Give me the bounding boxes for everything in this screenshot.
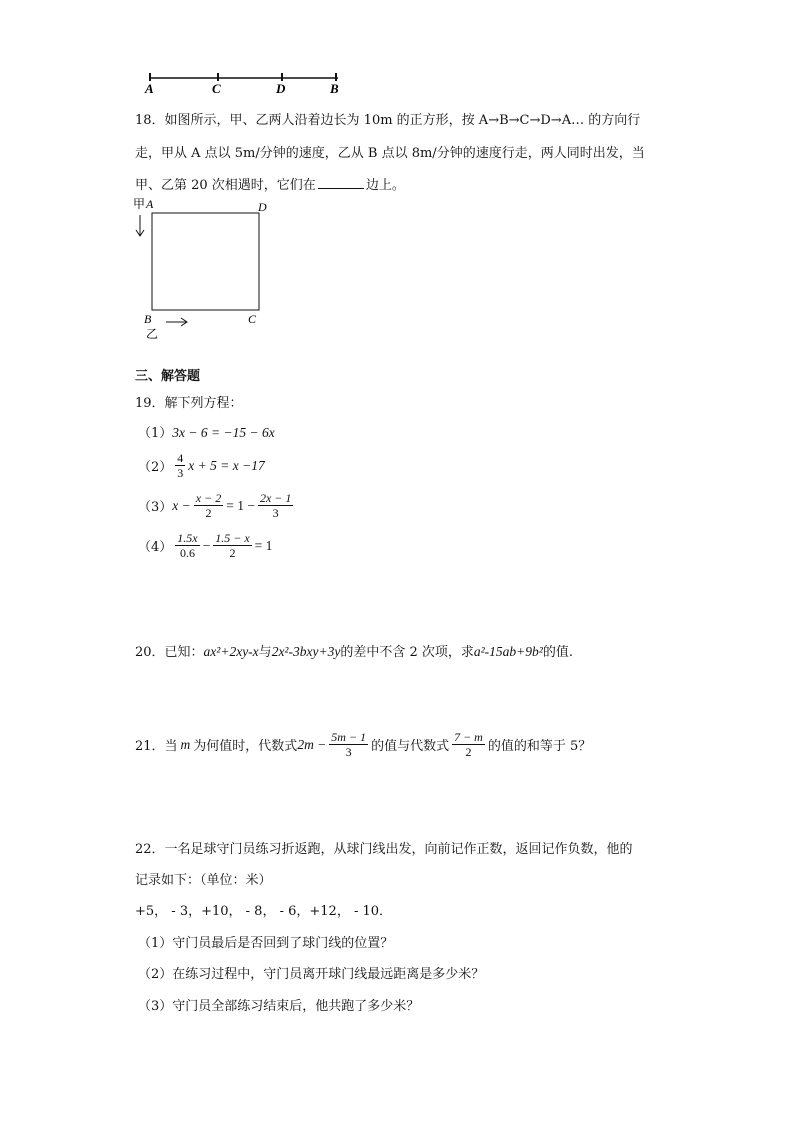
q19-p3-fraction1: $\frac{x - 2}{2}$ (195, 491, 222, 520)
q22-part1: （1）守门员最后是否回到了球门线的位置？ (138, 936, 394, 951)
vertex-a: A (146, 197, 154, 211)
vertex-d: D (258, 200, 267, 214)
q18-line3-before: 甲、乙第 20 次相遇时，它们在 (135, 178, 316, 193)
q21-e1-a: 2m − (297, 736, 327, 752)
q21-prefix: 21．当 (135, 739, 178, 754)
q21 (135, 730, 591, 759)
q19-part3 (138, 491, 296, 520)
q20-mid1: 与 (258, 645, 272, 660)
q20-expr3: a²-15ab+9b² (473, 644, 543, 659)
q19-p3-b: = 1 − (226, 497, 255, 513)
q19-part4 (138, 531, 272, 560)
q20-mid2: 的差中不含 2 次项，求 (340, 645, 474, 660)
q21-mid2: 的值与代数式 (371, 739, 450, 754)
q19-p3-fraction2: $\frac{2x - 1}{3}$ (259, 491, 292, 520)
label-jia: 甲 (133, 197, 146, 211)
number-line-figure (140, 68, 350, 98)
point-label-b: B (330, 81, 339, 96)
q18-line2: 走，甲从 A 点以 5m/分钟的速度，乙从 B 点以 8m/分钟的速度行走，两人同时出发，当 (135, 146, 645, 161)
q18-line3 (135, 174, 405, 193)
q19-part1 (138, 422, 275, 441)
q21-suffix: 的值的和等于 5？ (487, 739, 592, 754)
q22-part2: （2）在练习过程中，守门员离开球门线最远距离是多少米？ (138, 967, 485, 982)
point-label-d: D (276, 81, 286, 96)
q19-p1-label: （1） (138, 426, 173, 441)
q20-prefix: 20．已知： (135, 645, 204, 660)
q19-p2-label: （2） (138, 460, 173, 475)
q20-expr1: ax²+2xy-x (203, 644, 259, 659)
q22-line3: +5， - 3，+10， - 8， - 6，+12， - 10． (135, 904, 393, 919)
q19-p4-fraction1: $\frac{1.5x}{0.6}$ (177, 531, 198, 560)
point-label-a: A (145, 81, 154, 96)
arrow-down-icon (136, 215, 144, 236)
q19-p2-fraction: $\frac{4}{3}$ (177, 451, 184, 480)
q22-line1: 22．一名足球守门员练习折返跑，从球门线出发，向前记作正数，返回记作负数，他的 (135, 842, 633, 857)
q19-p4-fraction2: $\frac{1.5 - x}{2}$ (215, 531, 250, 560)
q21-fraction2: $\frac{7 - m}{2}$ (454, 730, 483, 759)
q19-p4-minus: − (202, 537, 211, 553)
q22-line2: 记录如下：（单位：米） (135, 873, 272, 888)
q19-p4-rest: = 1 (254, 537, 273, 553)
q19-p4-label: （4） (138, 540, 173, 555)
point-label-c: C (212, 81, 221, 96)
q21-mid1: 为何值时，代数式 (193, 739, 298, 754)
q19-p3-a: x − (172, 497, 191, 513)
q20-suffix: 的值. (542, 645, 573, 660)
square (152, 213, 259, 310)
section-heading: 三、解答题 (135, 369, 201, 384)
q21-fraction1: $\frac{5m - 1}{3}$ (331, 730, 367, 759)
arrow-right-icon (166, 318, 187, 326)
q19-title: 19．解下列方程： (135, 396, 243, 411)
vertex-b: B (144, 312, 152, 326)
q21-var: m (180, 736, 191, 752)
q19-p1-equation: 3x − 6 = −15 − 6x (172, 425, 275, 440)
square-figure (130, 195, 275, 343)
q19-p3-label: （3） (138, 500, 173, 515)
q20 (135, 641, 573, 660)
q19-part2 (138, 451, 265, 480)
q20-expr2: 2x²-3bxy+3y (271, 644, 341, 659)
q18-line3-after: 边上。 (365, 178, 405, 193)
answer-blank (318, 177, 364, 189)
q18-line1: 18．如图所示，甲、乙两人沿着边长为 10m 的正方形，按 A→B→C→D→A… 的方向行 (135, 113, 641, 128)
q19-p2-rest: x + 5 = x −17 (188, 457, 265, 473)
q22-part3: （3）守门员全部练习结束后，他共跑了多少米？ (138, 999, 420, 1014)
label-yi: 乙 (146, 327, 159, 341)
vertex-c: C (248, 312, 257, 326)
